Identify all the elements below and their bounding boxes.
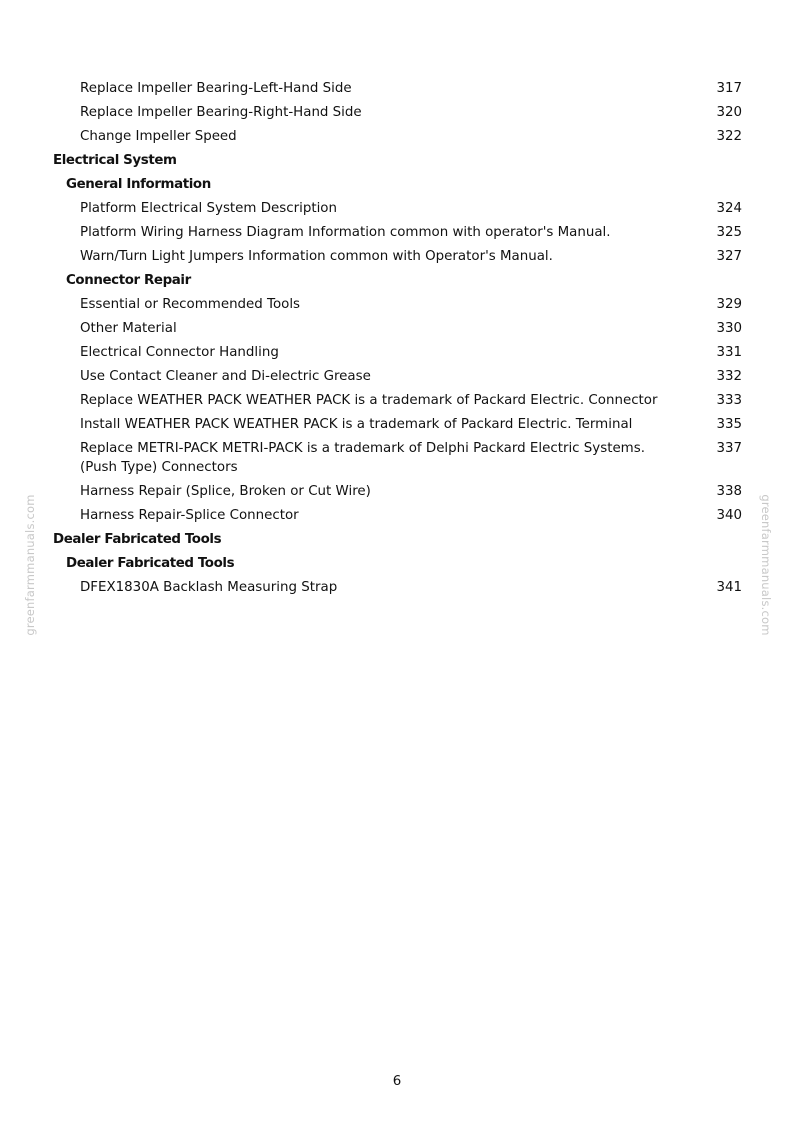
toc-entry[interactable] [0, 364, 794, 388]
toc-entry-page: 330 [716, 320, 742, 336]
toc-entry[interactable] [0, 124, 794, 148]
toc-entry-page: 324 [716, 200, 742, 216]
toc-entry-title: Essential or Recommended Tools [80, 296, 301, 312]
toc-entry-title: Electrical Connector Handling [80, 344, 279, 360]
toc-entry-title: Use Contact Cleaner and Di-electric Grease [80, 368, 371, 384]
toc-entry[interactable] [0, 340, 794, 364]
toc-entry-page: 327 [716, 248, 742, 264]
toc-entry[interactable] [0, 388, 794, 412]
toc-entry-title: Replace Impeller Bearing-Left-Hand Side [80, 80, 352, 96]
toc-entry[interactable] [0, 244, 794, 268]
toc-entry-page: 322 [716, 128, 742, 144]
toc-subsection-title: Connector Repair [66, 272, 191, 288]
toc-entry[interactable] [0, 292, 794, 316]
toc-entry[interactable] [0, 76, 794, 100]
toc-entry-page: 337 [716, 440, 742, 456]
watermark-right: greenfarmmanuals.com [759, 494, 773, 636]
toc-section-heading [0, 527, 794, 551]
toc-entry-page: 325 [716, 224, 742, 240]
toc-subsection-heading [0, 172, 794, 196]
toc-entry-page: 341 [716, 579, 742, 595]
toc-entry[interactable] [0, 479, 794, 503]
toc-entry[interactable] [0, 196, 794, 220]
toc-entry-title: Install WEATHER PACK WEATHER PACK is a trademark of Packard Electric. Terminal [80, 416, 633, 432]
toc-entry-title: Replace Impeller Bearing-Right-Hand Side [80, 104, 362, 120]
toc-entry-page: 333 [716, 392, 742, 408]
toc-entry-page: 317 [716, 80, 742, 96]
toc-entry-title: Change Impeller Speed [80, 128, 237, 144]
toc-entry[interactable] [0, 503, 794, 527]
toc-entry[interactable] [0, 575, 794, 599]
watermark-left: greenfarmmanuals.com [23, 494, 37, 636]
table-of-contents [0, 76, 794, 599]
toc-section-heading [0, 148, 794, 172]
toc-entry-title: Replace WEATHER PACK WEATHER PACK is a trademark of Packard Electric. Connector [80, 392, 658, 408]
toc-entry-title: Warn/Turn Light Jumpers Information common with Operator's Manual. [80, 248, 553, 264]
toc-entry-page: 329 [716, 296, 742, 312]
toc-entry-title: Harness Repair (Splice, Broken or Cut Wire) [80, 483, 371, 499]
toc-entry[interactable] [0, 100, 794, 124]
toc-subsection-title: Dealer Fabricated Tools [66, 555, 235, 571]
toc-section-title: Dealer Fabricated Tools [53, 531, 222, 547]
toc-entry-title: Replace METRI-PACK METRI-PACK is a trademark of Delphi Packard Electric Systems. (Push Type) Connectors [80, 440, 645, 475]
toc-entry[interactable] [0, 412, 794, 436]
page-number: 6 [392, 1074, 402, 1089]
toc-entry-title: Platform Electrical System Description [80, 200, 337, 216]
toc-entry-page: 320 [716, 104, 742, 120]
toc-subsection-title: General Information [66, 176, 211, 192]
toc-entry-page: 338 [716, 483, 742, 499]
toc-subsection-heading [0, 268, 794, 292]
toc-entry[interactable] [0, 436, 794, 479]
toc-entry-title: Harness Repair-Splice Connector [80, 507, 299, 523]
toc-entry-title: DFEX1830A Backlash Measuring Strap [80, 579, 338, 595]
toc-entry-title: Other Material [80, 320, 177, 336]
toc-entry-page: 331 [716, 344, 742, 360]
toc-entry-title: Platform Wiring Harness Diagram Information common with operator's Manual. [80, 224, 611, 240]
toc-section-title: Electrical System [53, 152, 177, 168]
toc-entry[interactable] [0, 316, 794, 340]
toc-entry-page: 340 [716, 507, 742, 523]
toc-entry[interactable] [0, 220, 794, 244]
toc-entry-page: 335 [716, 416, 742, 432]
toc-entry-page: 332 [716, 368, 742, 384]
toc-subsection-heading [0, 551, 794, 575]
